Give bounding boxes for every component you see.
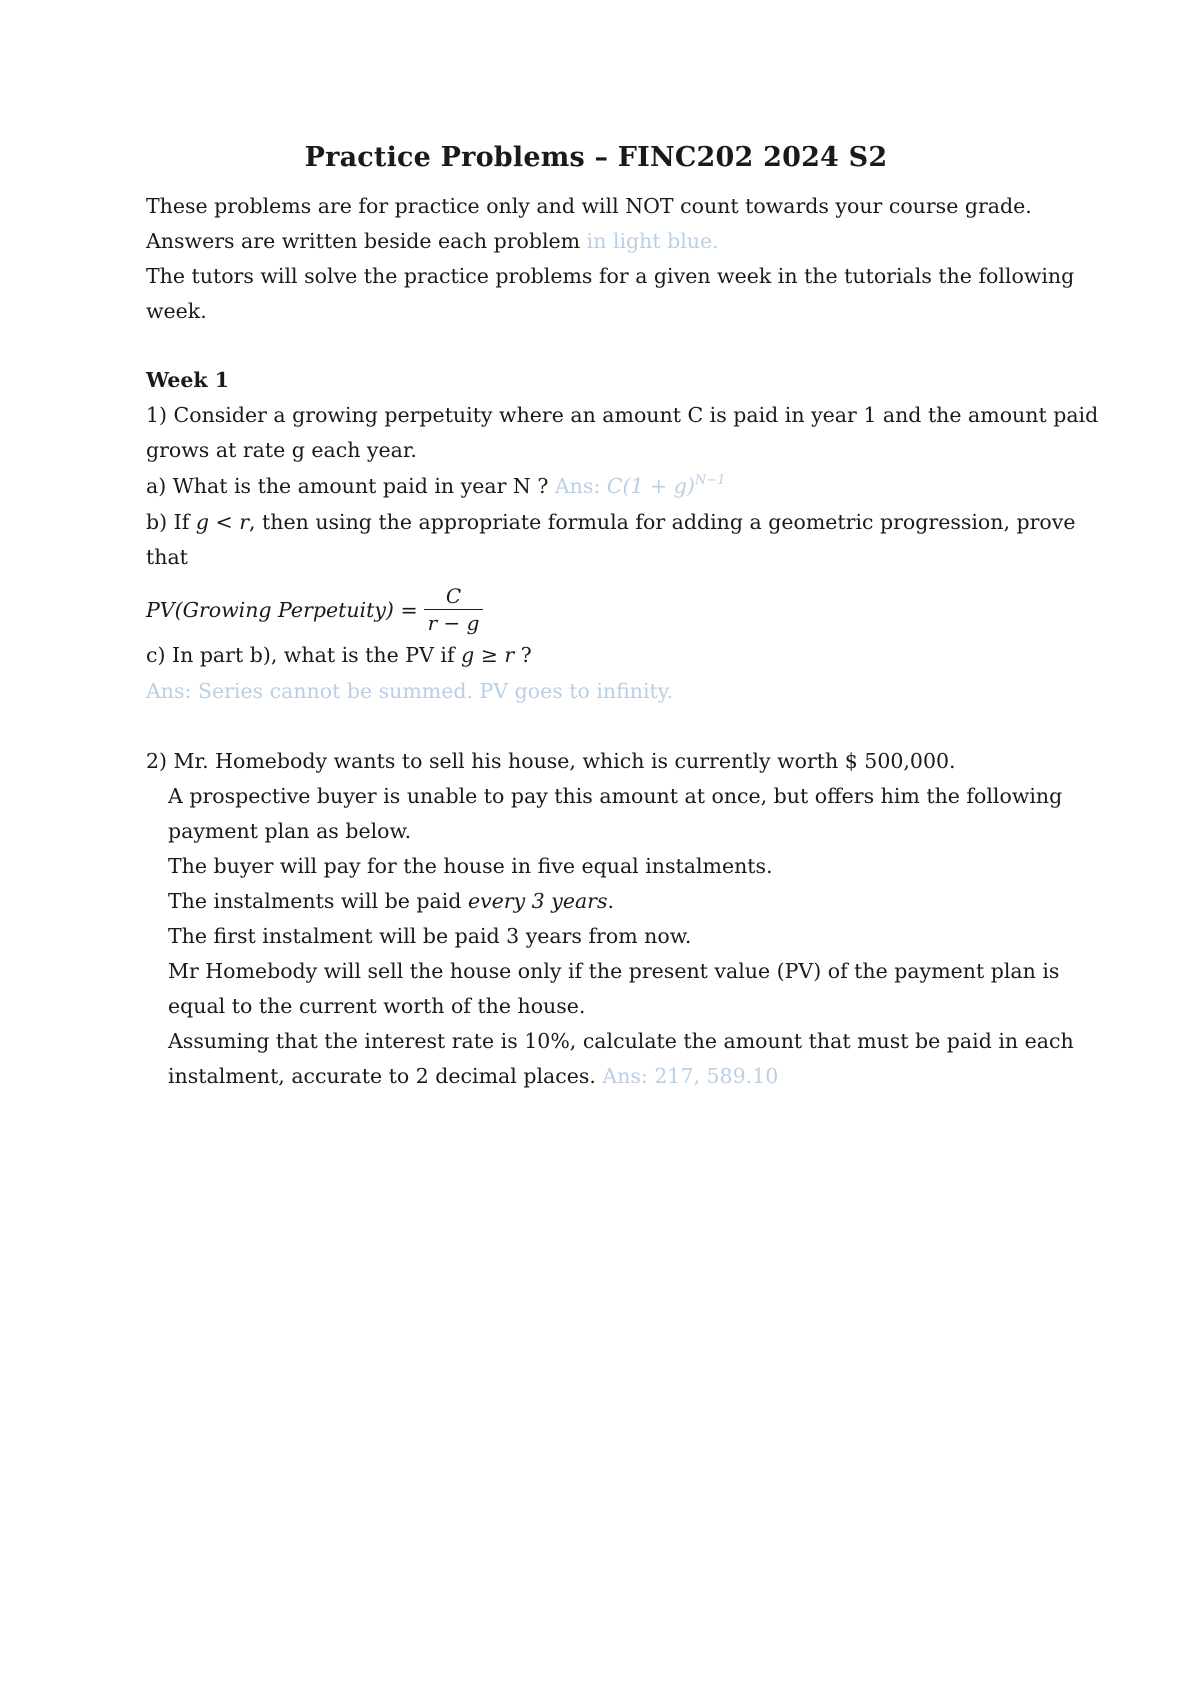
q1-part-a-answer-exponent: N−1 bbox=[694, 473, 726, 488]
q2-line-5-post: . bbox=[607, 889, 615, 913]
q1-part-b-pre: b) If bbox=[146, 510, 190, 534]
q1-part-b-post: , then using the appropriate formula for adding a geometric progression, prove bbox=[249, 510, 1076, 534]
q1-line-1: 1) Consider a growing perpetuity where an amount C is paid in year 1 and the amount paid bbox=[146, 403, 1099, 427]
intro-line-3: The tutors will solve the practice problems for a given week in the tutorials the following bbox=[146, 264, 1075, 288]
formula-denominator: r − g bbox=[427, 611, 480, 635]
q2-line-6: The first instalment will be paid 3 years from now. bbox=[168, 924, 692, 948]
q1-part-b-condition: g < r bbox=[195, 510, 249, 534]
page-title: Practice Problems – FINC202 2024 S2 bbox=[304, 142, 888, 173]
q2-answer: Ans: 217, 589.10 bbox=[602, 1064, 779, 1088]
q1-part-a-answer bbox=[555, 474, 726, 498]
q1-part-c-answer: Ans: Series cannot be summed. PV goes to infinity. bbox=[146, 679, 674, 703]
q2-line-2: A prospective buyer is unable to pay this amount at once, but offers him the following bbox=[168, 784, 1063, 808]
q1-part-c-post: ? bbox=[520, 643, 532, 667]
q1-part-b bbox=[146, 503, 1075, 541]
growing-perpetuity-formula bbox=[146, 580, 483, 640]
intro-line-2-text: Answers are written beside each problem bbox=[146, 229, 581, 253]
q2-line-7: Mr Homebody will sell the house only if the present value (PV) of the payment plan is bbox=[168, 959, 1060, 983]
q2-line-8: equal to the current worth of the house. bbox=[168, 994, 586, 1018]
week-1-heading: Week 1 bbox=[146, 368, 230, 392]
q2-line-1: 2) Mr. Homebody wants to sell his house, which is currently worth $ 500,000. bbox=[146, 749, 956, 773]
q2-line-4: The buyer will pay for the house in five equal instalments. bbox=[168, 854, 773, 878]
formula-lhs: PV(Growing Perpetuity) = bbox=[146, 598, 418, 622]
q1-part-c-condition: g ≥ r bbox=[461, 643, 515, 667]
q2-line-10 bbox=[168, 1057, 778, 1095]
intro-line-4: week. bbox=[146, 299, 207, 323]
q1-part-c bbox=[146, 636, 532, 674]
q2-line-10-text: instalment, accurate to 2 decimal places. bbox=[168, 1064, 596, 1088]
q1-part-b-line-2: that bbox=[146, 545, 188, 569]
formula-fraction bbox=[424, 583, 484, 636]
q1-line-2: grows at rate g each year. bbox=[146, 438, 417, 462]
intro-line-1: These problems are for practice only and will NOT count towards your course grade. bbox=[146, 194, 1032, 218]
intro-answer-color-note: in light blue. bbox=[586, 229, 719, 253]
q1-part-c-pre: c) In part b), what is the PV if bbox=[146, 643, 455, 667]
q2-line-3: payment plan as below. bbox=[168, 819, 412, 843]
q2-line-5-pre: The instalments will be paid bbox=[168, 889, 462, 913]
q2-line-5-emphasis: every 3 years bbox=[467, 889, 608, 913]
intro-line-2 bbox=[146, 222, 719, 260]
q2-line-5 bbox=[168, 882, 614, 920]
q1-part-a-text: a) What is the amount paid in year N ? bbox=[146, 474, 549, 498]
q1-part-a bbox=[146, 467, 725, 505]
formula-numerator: C bbox=[445, 584, 462, 608]
q1-part-a-answer-label: Ans: bbox=[554, 474, 601, 498]
q1-part-a-answer-formula: C(1 + g) bbox=[606, 474, 695, 498]
q2-line-9: Assuming that the interest rate is 10%, calculate the amount that must be paid in each bbox=[168, 1029, 1074, 1053]
